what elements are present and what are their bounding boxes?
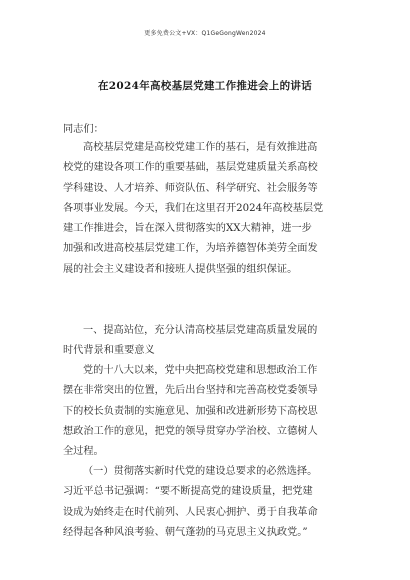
paragraph-line: 习近平总书记强调：“要不断提高党的建设质量，把党建 [63,486,313,498]
paragraph-line: 想政治工作的意见，把党的领导贯穿办学治校、立德树人 [63,425,318,437]
document-title: 在2024年高校基层党建工作推进会上的讲话 [97,80,313,92]
paragraph-line: 摆在非常突出的位置，先后出台坚持和完善高校党委领导 [63,385,318,397]
section-heading-line: 一、提高站位，充分认清高校基层党建高质量发展的 [83,325,318,336]
paragraph-line: 全过程。 [63,446,104,458]
section-heading [63,321,357,362]
paragraph-line: 设成为始终走在时代前列、人民衷心拥护、勇于自我革命 [63,506,318,518]
paragraph-line: 建工作推进会，旨在深入贯彻落实的XX大精神，进一步 [63,223,312,235]
paragraph-line: 学科建设、人才培养、师资队伍、科学研究、社会服务等 [63,182,318,194]
paragraph-line: 下的校长负责制的实施意见、加强和改进新形势下高校思 [63,405,318,417]
salutation-text: 同志们： [63,124,104,135]
paragraph-line: 校党的建设各项工作的重要基础，基层党建质量关系高校 [63,162,318,174]
paragraph-line: （一）贯彻落实新时代党的建设总要求的必然选择。 [83,466,318,477]
paragraph-line: 各项事业发展。今天，我们在这里召开2024年高校基层党 [63,202,324,214]
paragraph-line: 高校基层党建是高校党建工作的基石，是有效推进高 [83,142,318,153]
paragraph-line: 展的社会主义建设者和接班人提供坚强的组织保证。 [63,263,298,275]
paragraph-line: 党的十八大以来，党中央把高校党建和思想政治工作 [83,365,318,376]
paragraph-line: 加强和改进高校基层党建工作，为培养德智体美劳全面发 [63,243,318,255]
paragraph-line: 经得起各种风浪考验、朝气蓬勃的马克思主义执政党。” [63,526,308,538]
promo-banner: 更多免费公文+VX：Q1GeGongWen2024 [144,30,266,37]
section-heading-line: 时代背景和重要意义 [63,345,155,357]
paragraph-subsection-one [63,462,357,543]
paragraph-intro [63,138,357,280]
paragraph-background [63,361,357,462]
